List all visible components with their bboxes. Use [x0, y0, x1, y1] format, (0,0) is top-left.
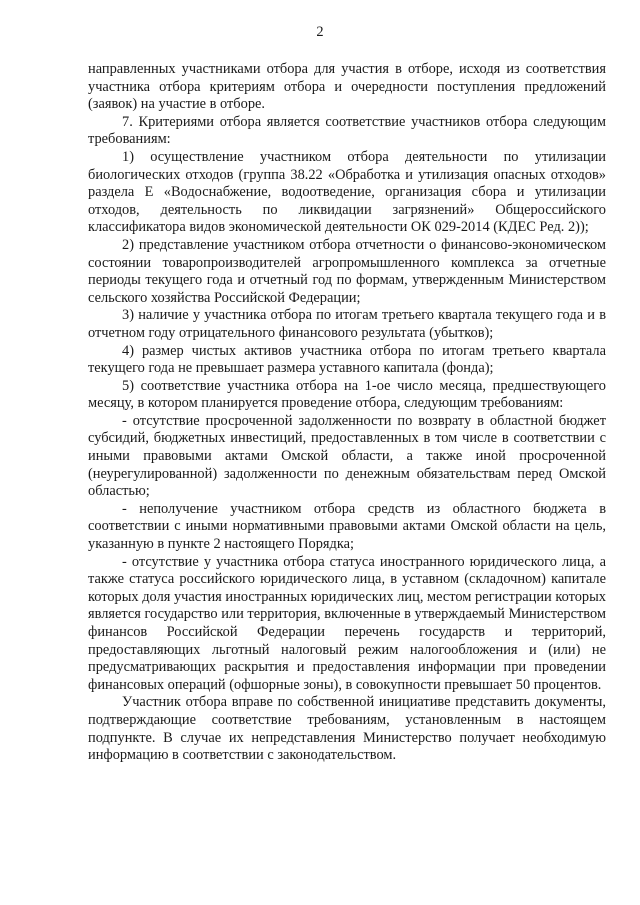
paragraph-documents-note: Участник отбора вправе по собственной инициативе представить документы, подтверждающие соответствие требованиям, установленным в настоящем подпункте. В случае их непредставления Министерство получает необходимую информацию в соответствии с законодательством. — [88, 694, 606, 764]
document-body — [88, 61, 606, 765]
paragraph-criterion-5: 5) соответствие участника отбора на 1-ое число месяца, предшествующего месяцу, в котором планируется проведение отбора, следующим требованиям: — [88, 377, 606, 412]
paragraph-requirement-foreign: - отсутствие у участника отбора статуса иностранного юридического лица, а также статуса российского юридического лица, в уставном (складочном) капитале которых доля участия иностранных юридических лиц, местом регистрации которых является государство или территория, включенные в утверждаемый Министерством финансов Российской Федерации перечень государств и территорий, предоставляющих льготный налоговый режим налогообложения и (или) не предусматривающих раскрытия и предоставления информации при проведении финансовых операций (офшорные зоны), в совокупности превышает 50 процентов. — [88, 553, 606, 693]
paragraph-criterion-1: 1) осуществление участником отбора деятельности по утилизации биологических отходов (группа 38.22 «Обработка и утилизация опасных отходов» раздела Е «Водоснабжение, водоотведение, организация сбора и утилизации отходов, деятельность по ликвидации загрязнений» Общероссийского классификатора видов экономической деятельности ОК 029-2014 (КДЕС Ред. 2)); — [88, 148, 606, 236]
paragraph-requirement-debt: - отсутствие просроченной задолженности по возврату в областной бюджет субсидий, бюджетных инвестиций, предоставленных в том числе в соответствии с иными правовыми актами Омской области, а также иной просроченной (неурегулированной) задолженности по денежным обязательствам перед Омской областью; — [88, 412, 606, 500]
paragraph-requirement-funds: - неполучение участником отбора средств из областного бюджета в соответствии с иными нормативными правовыми актами Омской области на цель, указанную в пункте 2 настоящего Порядка; — [88, 500, 606, 553]
paragraph-continuation: направленных участниками отбора для участия в отборе, исходя из соответствия участника отбора критериям отбора и очередности поступления предложений (заявок) на участие в отборе. — [88, 61, 606, 113]
paragraph-criterion-4: 4) размер чистых активов участника отбора по итогам третьего квартала текущего года не превышает размера уставного капитала (фонда); — [88, 342, 606, 377]
page-number: 2 — [316, 24, 324, 40]
paragraph-criterion-3: 3) наличие у участника отбора по итогам третьего квартала текущего года и в отчетном году отрицательного финансового результата (убытков); — [88, 307, 606, 341]
paragraph-criterion-2: 2) представление участником отбора отчетности о финансово-экономическом состоянии товаропроизводителей агропромышленного комплекса за отчетные периоды текущего года и отчетный год по формам, утвержденным Министерством сельского хозяйства Российской Федерации; — [88, 236, 606, 306]
paragraph-criteria-intro: 7. Критериями отбора является соответствие участников отбора следующим требованиям: — [88, 113, 606, 148]
